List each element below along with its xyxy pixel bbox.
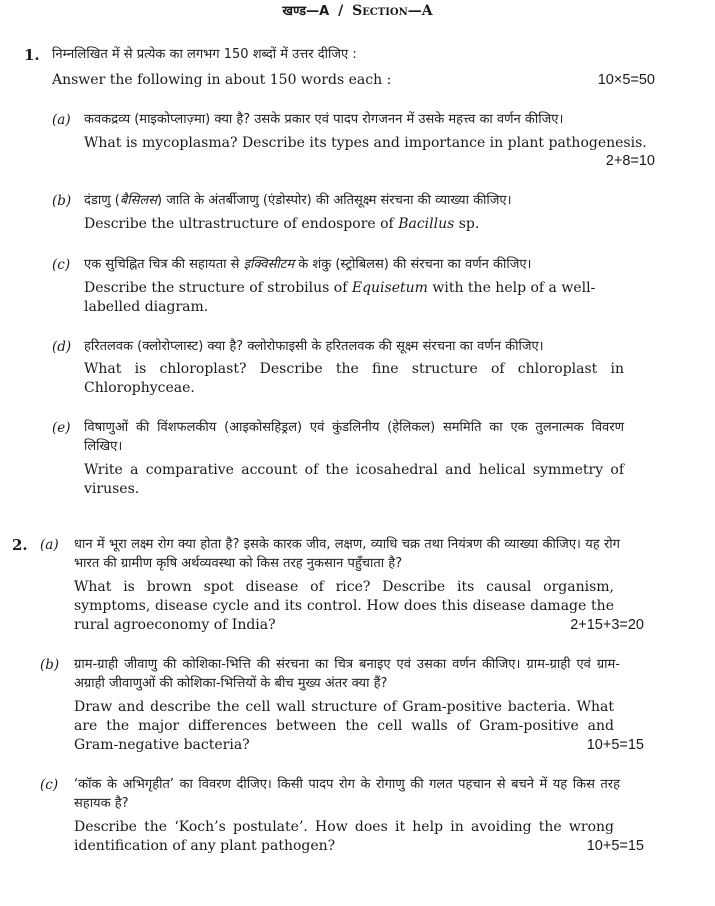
q1-part-d-hindi: हरितलवक (क्लोरोप्लास्ट) क्या है? क्लोरोफाइसी के हरितलवक की सूक्ष्म संरचना का वर्णन कीजिए। — [84, 339, 544, 354]
q1-part-b-english — [84, 215, 664, 234]
q2-part-a-label: (a) — [40, 537, 59, 553]
q1-part-e-english: Write a comparative account of the icosahedral and helical symmetry of viruses. — [84, 462, 624, 497]
section-header-separator: / — [338, 3, 344, 19]
q1-part-b-english-italic: Bacillus — [398, 216, 455, 232]
q1-part-b-english-1: Describe the ultrastructure of endospore of — [84, 216, 399, 232]
q2-part-c-label: (c) — [40, 777, 59, 793]
question-2-number: 2. — [12, 536, 28, 554]
question-1-marks: 10×5=50 — [597, 72, 655, 88]
q2-part-c-marks: 10+5=15 — [586, 838, 644, 854]
q2-part-b-marks: 10+5=15 — [586, 737, 644, 753]
section-header-hindi: खण्ड—A — [282, 4, 330, 19]
q2-part-a-hindi: धान में भूरा लक्ष्म रोग क्या होता है? इसके कारक जीव, लक्षण, व्याधि चक्र तथा नियंत्रण की व्याख्या कीजिए। यह रोग भारत की ग्रामीण कृषि अर्थव्यवस्था को किस तरह नुकसान पहुँचाता है? — [74, 537, 620, 571]
q1-part-c-hindi-1: एक सुचिह्नित चित्र की सहायता से — [84, 257, 244, 272]
q1-part-b-hindi-2: ) जाति के अंतर्बीजाणु (एंडोस्पोर) की अतिसूक्ष्म संरचना की व्याख्या कीजिए। — [157, 193, 512, 208]
section-header — [0, 1, 715, 19]
q1-part-b-label: (b) — [52, 193, 72, 209]
q1-part-c-hindi-2: के शंकु (स्ट्रोबिलस) की संरचना का वर्णन कीजिए। — [294, 257, 532, 272]
q2-part-a-marks: 2+15+3=20 — [570, 617, 644, 633]
q1-part-a-label: (a) — [52, 112, 71, 128]
q2-part-a-english: What is brown spot disease of rice? Describe its causal organism, symptoms, disease cycle and its control. How does this disease damage the rural agroeconomy of India? — [74, 579, 614, 633]
q2-part-b-english: Draw and describe the cell wall structure of Gram-positive bacteria. What are the major differences between the cell walls of Gram-positive and Gram-negative bacteria? — [74, 699, 614, 753]
q1-part-c-english-italic: Equisetum — [351, 280, 428, 296]
q1-part-c-hindi-italic: इक्विसीटम — [243, 257, 295, 272]
q2-part-c-english: Describe the ‘Koch’s postulate’. How does it help in avoiding the wrong identification of any plant pathogen? — [74, 819, 614, 854]
q2-part-b-hindi: ग्राम-ग्राही जीवाणु की कोशिका-भित्ति की संरचना का चित्र बनाइए एवं उसका वर्णन कीजिए। ग्राम-ग्राही एवं ग्राम-अग्राही जीवाणुओं की कोशिका-भित्तियों के बीच मुख्य अंतर क्या हैं? — [74, 657, 620, 691]
q1-part-c-english-2: with the help of a well-labelled diagram. — [84, 280, 596, 315]
q1-part-a-english: What is mycoplasma? Describe its types and importance in plant pathogenesis. — [84, 135, 647, 151]
q1-part-e-hindi: विषाणुओं की विंशफलकीय (आइकोसहिड्रल) एवं कुंडलिनीय (हेलिकल) सममिति का एक तुलनात्मक विवरण लिखिए। — [84, 420, 624, 454]
q2-part-b-label: (b) — [40, 657, 60, 673]
q1-part-d-label: (d) — [52, 339, 72, 355]
q1-part-c-english-1: Describe the structure of strobilus of — [84, 280, 352, 296]
q1-part-a-marks: 2+8=10 — [605, 153, 655, 169]
q1-part-c-label: (c) — [52, 257, 71, 273]
question-1-intro-english: Answer the following in about 150 words each : — [52, 72, 392, 88]
q1-part-c-english — [84, 279, 636, 317]
q1-part-d-english: What is chloroplast? Describe the fine structure of chloroplast in Chlorophyceae. — [84, 361, 624, 396]
q1-part-c-hindi — [84, 255, 664, 274]
section-header-english: Section—A — [352, 3, 433, 19]
q1-part-b-english-2: sp. — [454, 216, 480, 232]
question-1-number: 1. — [24, 46, 40, 64]
q1-part-b-hindi — [84, 191, 664, 210]
q1-part-a-hindi: कवकद्रव्य (माइकोप्लाज़्मा) क्या है? उसके प्रकार एवं पादप रोगजनन में उसके महत्त्व का वर्णन कीजिए। — [84, 112, 564, 127]
q1-part-b-hindi-1: दंडाणु ( — [84, 193, 120, 208]
q2-part-c-hindi: ‘कॉक के अभिगृहीत’ का विवरण दीजिए। किसी पादप रोग के रोगाणु की गलत पहचान से बचने में यह किस तरह सहायक है? — [74, 777, 620, 811]
q1-part-b-hindi-italic: बैसिलस — [119, 193, 158, 208]
q1-part-e-label: (e) — [52, 420, 71, 436]
question-1-intro-hindi: निम्नलिखित में से प्रत्येक का लगभग 150 शब्दों में उत्तर दीजिए : — [52, 47, 357, 62]
